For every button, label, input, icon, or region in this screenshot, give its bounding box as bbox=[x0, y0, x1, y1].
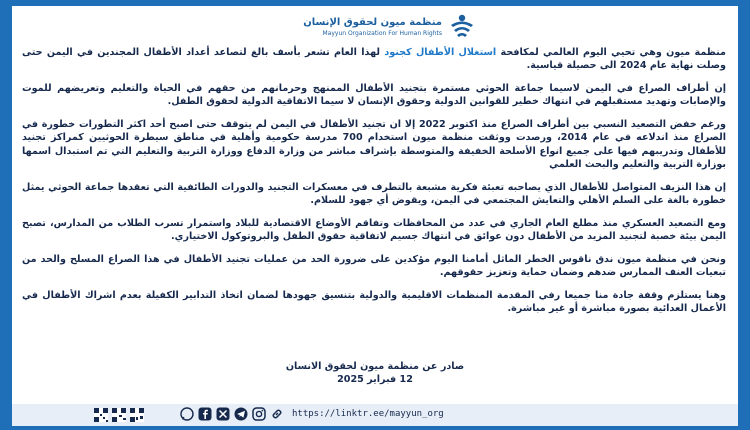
whatsapp-icon[interactable] bbox=[180, 407, 194, 421]
paragraph-4: إن هذا النزيف المتواصل للأطفال الذي يصاحبه تعبئة فكرية مشبعة بالتطرف في معسكرات التجنيد والدورات الطائفية التي تعقدها جماعة الحوثي يمثل خطورة بالغة على السلم الأهلي والتعايش المجتمعي في اليمن، ويقوض أي جهود للسلام. bbox=[22, 181, 726, 206]
paragraph-6: ونحن في منظمة ميون ندق ناقوس الخطر الماثل أمامنا اليوم مؤكدين على ضرورة الحد من عمليات تجنيد الأطفال في هذا الصراع المسلح والحد من تبعيات العنف الممارس ضدهم وضمان حماية وتعزيز حقوقهم. bbox=[22, 254, 726, 279]
org-name-arabic: منظمة ميون لحقوق الإنسان bbox=[303, 16, 442, 28]
facebook-icon[interactable] bbox=[198, 407, 212, 421]
instagram-icon[interactable] bbox=[252, 407, 266, 421]
org-name-english: Mayyun Organization For Human Rights bbox=[322, 29, 442, 37]
date-line: 12 فبراير 2025 bbox=[337, 374, 413, 385]
paragraph-7: وهنا يستلزم وقفة جادة منا جميعا رفي المقدمة المنظمات الاقليمية والدولية بتنسيق جهودها لضمان اتخاذ التدابير الكفيلة بعدم اشراك الأطفال في الأعمال العدائية بصورة مباشرة أو غير مباشرة. bbox=[22, 290, 726, 315]
p1-after: لهذا العام تشعر بأسف بالغ لتصاعد أعداد الأطفال المجندين في اليمن حتى وصلت نهاية عام 2024 الى حصيلة قياسية. bbox=[22, 47, 726, 72]
link-icon[interactable] bbox=[270, 407, 284, 421]
paragraph-3: ورغم خفض التصعيد النسبي بين أطراف الصراع منذ اكتوبر 2022 إلا ان تجنيد الأطفال في اليمن لم يتوقف حتى اصبح أحد اكثر التطورات خطورة في الصراع منذ اندلاعه في عام 2014، ورصدت ووثقت منظمة ميون استخدام 700 مدرسة حكومية وأهلية في مناطق سيطرة الحوثيين كمراكز تجنيد للأطفال وتدريبهم فيها على جميع انواع الأسلحة الخفيفة والمتوسطة بإشراف مباشر من وزارة الدفاع ووزارة التربية والتعليم التي تم استبدال اسمها بوزارة التربية والتعليم والبحث العلمي bbox=[22, 119, 727, 170]
org-logo bbox=[276, 12, 476, 42]
issuer-line: صادر عن منظمة ميون لحقوق الانسان bbox=[285, 361, 465, 372]
qr-code-icon[interactable] bbox=[112, 408, 126, 422]
social-links bbox=[180, 407, 444, 421]
p1-highlight: استغلال الأطفال كجنود bbox=[384, 47, 497, 58]
linktree-url[interactable]: https://linktr.ee/mayyun_org bbox=[292, 409, 444, 419]
org-emblem-icon bbox=[448, 13, 476, 41]
paragraph-1 bbox=[22, 46, 726, 72]
qr-code-icon[interactable] bbox=[94, 408, 108, 422]
statement-body bbox=[22, 46, 726, 326]
closing-block bbox=[12, 360, 738, 386]
paragraph-2: إن أطراف الصراع في اليمن لاسيما جماعة الحوثي مستمرة بتجنيد الأطفال الممنهج وحرمانهم من حقهم في الحياة والتعليم وتعريضهم للموت والإصابات وتهديد مستقبلهم في انتهاك خطير للقوانين الدولية وحقوق الإنسان لا سيما الاتفاقية الدولية لحقوق الطفل. bbox=[22, 83, 726, 108]
org-name-block bbox=[303, 17, 442, 38]
qr-code-icon[interactable] bbox=[130, 408, 144, 422]
telegram-icon[interactable] bbox=[234, 407, 248, 421]
footer-bar bbox=[12, 404, 738, 426]
paragraph-5: ومع التصعيد العسكري منذ مطلع العام الجاري في عدد من المحافظات وتفاقم الأوضاع الاقتصادية للبلاد واستمرار تسرب الطلاب من المدارس، تصبح اليمن بيئة خصبة لتجنيد المزيد من الأطفال دون عوائق في انتهاك جسيم لاتفاقية حقوق الطفل والبروتوكول الاختياري. bbox=[22, 217, 726, 243]
x-icon[interactable] bbox=[216, 407, 230, 421]
statement-page bbox=[12, 6, 738, 426]
p1-before: منظمة ميون وهي تحيي اليوم العالمي لمكافحة bbox=[496, 47, 726, 58]
header bbox=[12, 6, 738, 44]
qr-codes bbox=[94, 408, 144, 422]
